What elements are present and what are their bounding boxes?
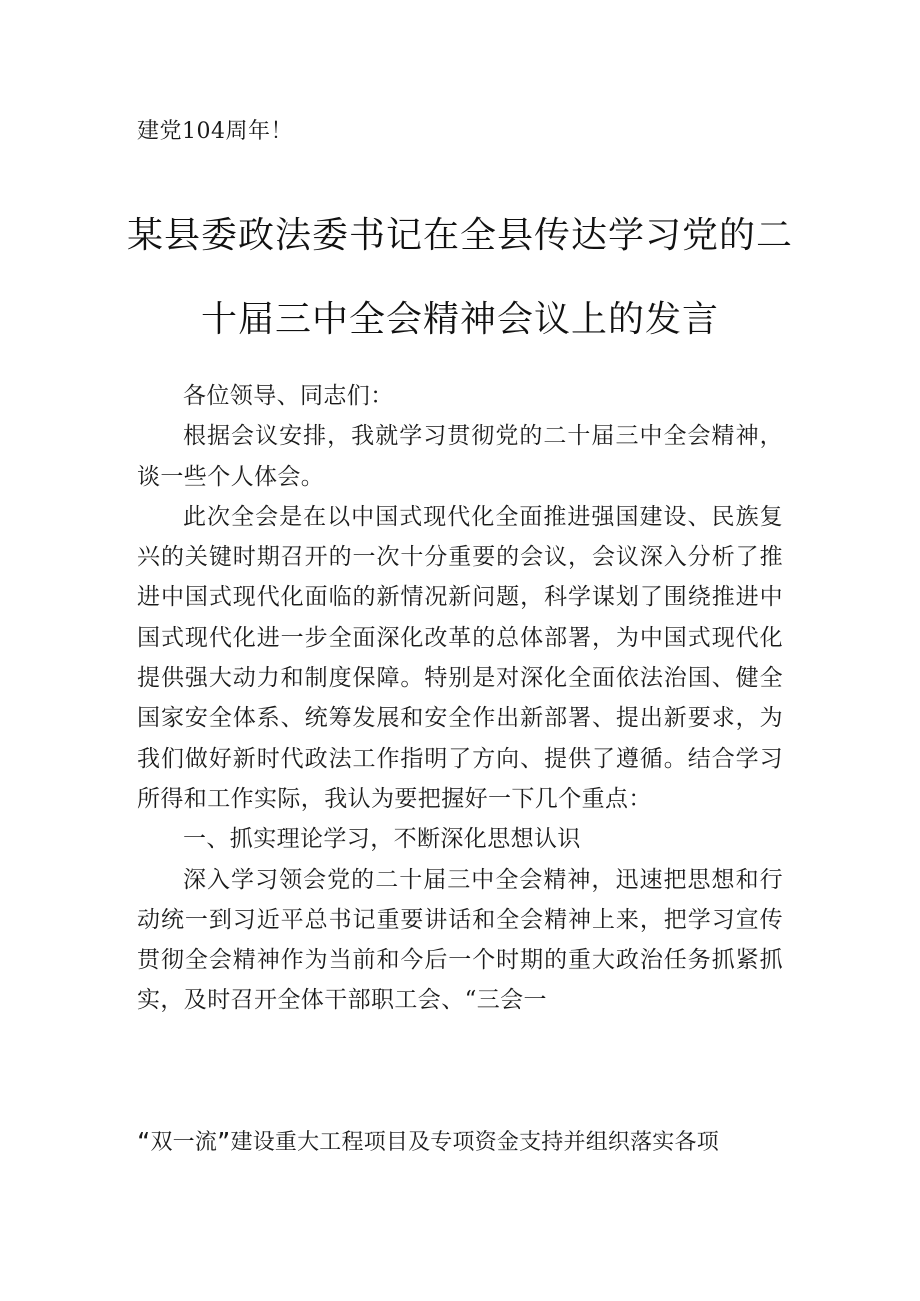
header-note: 建党104周年！ <box>137 119 293 144</box>
document-title-line-2: 十届三中全会精神会议上的发言 <box>200 299 719 340</box>
salutation-paragraph: 各位领导、同志们： <box>183 383 394 409</box>
section-heading-1: 一、抓实理论学习，不断深化思想认识 <box>183 826 581 853</box>
section-1-paragraph: 深入学习领会党的二十届三中全会精神，迅速把思想和行动统一到习近平总书记重要讲话和全会精神上来，把学习宣传贯彻全会精神作为当前和今后一个时期的重大政治任务抓紧抓实，及时召开全体干部职工会、“三会一 <box>137 866 783 1014</box>
trailing-text-fragment: “双一流”建设重大工程项目及专项资金支持并组织落实各项 <box>137 1130 719 1155</box>
context-paragraph: 此次全会是在以中国式现代化全面推进强国建设、民族复兴的关键时期召开的一次十分重要的会议，会议深入分析了推进中国式现代化面临的新情况新问题，科学谋划了围绕推进中国式现代化进一步全面深化改革的总体部署，为中国式现代化提供强大动力和制度保障。特别是对深化全面依法治国、健全国家安全体系、统筹发展和安全作出新部署、提出新要求，为我们做好新时代政法工作指明了方向、提供了遵循。结合学习所得和工作实际，我认为要把握好一下几个重点： <box>137 503 783 812</box>
document-title-line-1: 某县委政法委书记在全县传达学习党的二 <box>126 215 793 256</box>
document-body <box>137 376 783 1021</box>
intro-paragraph: 根据会议安排，我就学习贯彻党的二十届三中全会精神，谈一些个人体会。 <box>137 423 783 490</box>
